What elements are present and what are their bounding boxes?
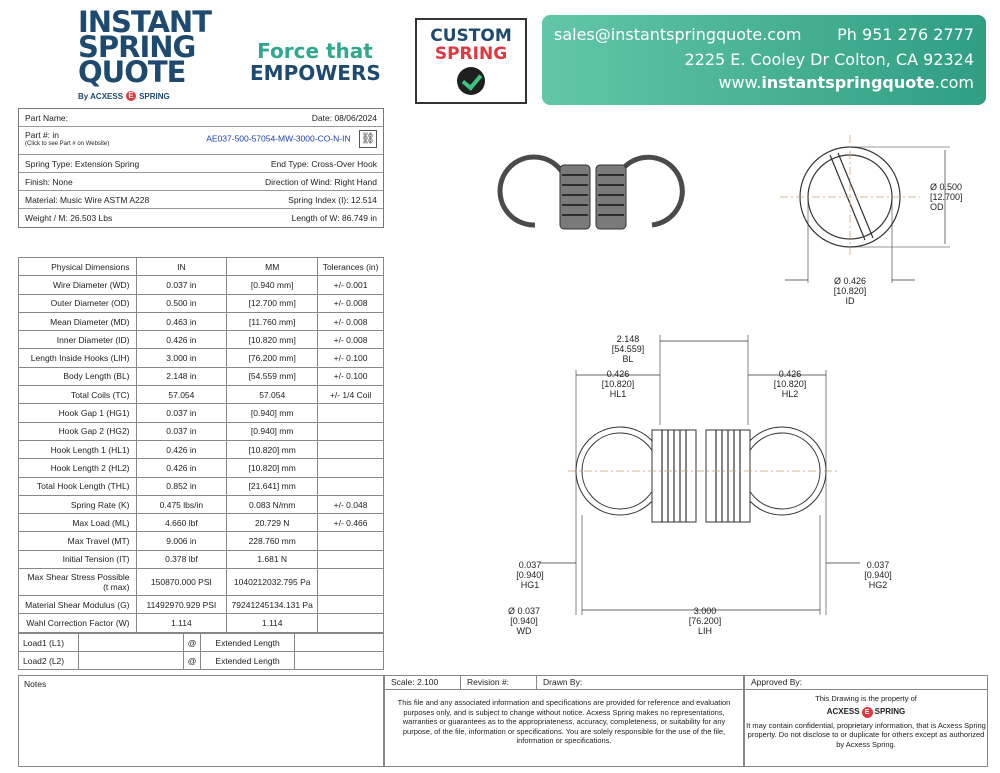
- load-row: [19, 652, 384, 670]
- dimension-value: [12.700 mm]: [227, 294, 318, 312]
- dimension-value: 1.114: [227, 614, 318, 632]
- brand-a: ACXESS: [826, 707, 860, 717]
- approved-by: Approved By:: [745, 676, 987, 690]
- dimension-label: Hook Length 1 (HL1): [19, 440, 137, 458]
- load-extended-length-label: Extended Length: [201, 652, 294, 670]
- logo-line-3: QUOTE: [78, 55, 186, 89]
- approved-box: [744, 675, 988, 767]
- dimension-value: +/- 0.008: [318, 312, 384, 330]
- dimension-value: 9.006 in: [136, 532, 227, 550]
- finish: Finish: None: [25, 176, 73, 187]
- dimension-label: Outer Diameter (OD): [19, 294, 137, 312]
- spring-index: Spring Index (I): 12.514: [288, 194, 377, 205]
- dimension-value: +/- 0.008: [318, 331, 384, 349]
- dimension-label: Max Shear Stress Possible (t max): [19, 569, 137, 596]
- info-row-weight: [19, 209, 383, 227]
- dimension-value: [11.760 mm]: [227, 312, 318, 330]
- dimension-value: 1.681 N: [227, 550, 318, 568]
- table-row: [19, 459, 384, 477]
- dimension-value: [10.820 mm]: [227, 331, 318, 349]
- wd-mm: [0.940]: [510, 616, 538, 626]
- table-row: [19, 550, 384, 568]
- dimension-value: [0.940 mm]: [227, 276, 318, 294]
- dimension-value: 150870.000 PSI: [136, 569, 227, 596]
- dimension-value: 0.852 in: [136, 477, 227, 495]
- dimension-label: Hook Length 2 (HL2): [19, 459, 137, 477]
- physical-dimensions-table: [18, 257, 384, 633]
- dims-header-cell: IN: [136, 258, 227, 276]
- table-row: [19, 404, 384, 422]
- od-label: OD: [930, 202, 944, 212]
- brand-b: SPRING: [874, 707, 906, 717]
- dimension-value: 3.000 in: [136, 349, 227, 367]
- table-row: [19, 495, 384, 513]
- table-row: [19, 367, 384, 385]
- wd-label: WD: [516, 626, 532, 636]
- acxess-spring-logo: [827, 707, 906, 718]
- drawing-info-header: [385, 676, 743, 690]
- dimension-value: [318, 569, 384, 596]
- dimension-label: Length Inside Hooks (LIH): [19, 349, 137, 367]
- dimension-value: [318, 477, 384, 495]
- dimension-value: [21.641] mm: [227, 477, 318, 495]
- hl1-mm: [10.820]: [601, 379, 635, 389]
- bl-in: 2.148: [616, 334, 640, 344]
- table-row: [19, 386, 384, 404]
- dimension-value: 1040212032.795 Pa: [227, 569, 318, 596]
- logo-by-text: By ACXESS: [78, 91, 124, 101]
- bl-label: BL: [622, 354, 634, 364]
- tagline-line-1: Force that: [257, 39, 373, 63]
- spring-end-view: [780, 135, 950, 283]
- table-row: [19, 614, 384, 632]
- part-info-table: [18, 108, 384, 228]
- dimension-value: 0.037 in: [136, 422, 227, 440]
- part-number-link[interactable]: AE037-500-57054-MW-3000-CO-N-IN: [206, 133, 351, 144]
- dimension-value: +/- 0.466: [318, 514, 384, 532]
- loads-table: [18, 633, 384, 670]
- spring-type: Spring Type: Extension Spring: [25, 158, 140, 169]
- wind-direction: Direction of Wind: Right Hand: [265, 176, 377, 187]
- acxess-e-icon: E: [862, 707, 873, 718]
- logo-line-1: INSTANT: [78, 5, 211, 39]
- load-at: @: [183, 652, 201, 670]
- date-value: Date: 08/06/2024: [311, 112, 377, 123]
- id-mm: [10.820]: [833, 286, 867, 296]
- dimension-value: [318, 596, 384, 614]
- end-type: End Type: Cross-Over Hook: [270, 158, 377, 169]
- confidential-text: It may contain confidential, proprietary information, that is Acxess Spring property. Do not disclose to or duplicate for others except as authorized by Acxess Spring.: [746, 720, 986, 749]
- weight: Weight / M: 26.503 Lbs: [25, 213, 113, 223]
- bl-mm: [54.559]: [611, 344, 645, 354]
- material: Material: Music Wire ASTM A228: [25, 194, 150, 205]
- table-row: [19, 532, 384, 550]
- dims-header-cell: Physical Dimensions: [19, 258, 137, 276]
- dimension-label: Hook Gap 1 (HG1): [19, 404, 137, 422]
- dimension-label: Material Shear Modulus (G): [19, 596, 137, 614]
- dimension-value: [318, 440, 384, 458]
- dimension-value: 0.426 in: [136, 331, 227, 349]
- dimension-value: +/- 0.100: [318, 367, 384, 385]
- dimension-label: Wire Diameter (WD): [19, 276, 137, 294]
- badge-line-1: CUSTOM: [430, 26, 512, 46]
- hg2-mm: [0.940]: [864, 570, 892, 580]
- id-in: Ø 0.426: [833, 276, 867, 286]
- load-row: [19, 634, 384, 652]
- dims-header-row: [19, 258, 384, 276]
- table-row: [19, 477, 384, 495]
- hg1-dimension: [500, 560, 560, 590]
- dimension-value: [10.820] mm: [227, 440, 318, 458]
- dimension-value: 79241245134.131 Pa: [227, 596, 318, 614]
- contact-website[interactable]: www.instantspringquote.com: [718, 73, 974, 92]
- lih-mm: [76.200]: [688, 616, 722, 626]
- contact-banner: [542, 15, 986, 105]
- dimension-label: Inner Diameter (ID): [19, 331, 137, 349]
- part-name-label: Part Name:: [25, 112, 68, 123]
- dimension-label: Wahl Correction Factor (W): [19, 614, 137, 632]
- dimension-value: [318, 459, 384, 477]
- info-row-material: [19, 191, 383, 209]
- dimension-value: +/- 0.100: [318, 349, 384, 367]
- spring-3d-render: [500, 157, 682, 229]
- drawn-by: Drawn By:: [543, 677, 583, 687]
- dimension-value: +/- 0.048: [318, 495, 384, 513]
- table-row: [19, 440, 384, 458]
- hl2-label: HL2: [781, 389, 799, 399]
- table-row: [19, 422, 384, 440]
- dimension-value: +/- 1/4 Coil: [318, 386, 384, 404]
- hl2-in: 0.426: [778, 369, 802, 379]
- hg2-label: HG2: [868, 580, 888, 590]
- hl2-mm: [10.820]: [773, 379, 807, 389]
- dimension-value: [10.820] mm: [227, 459, 318, 477]
- logo-byline: [78, 91, 193, 101]
- hg1-mm: [0.940]: [516, 570, 544, 580]
- scale: Scale: 2.100: [385, 676, 461, 689]
- badge-line-2: SPRING: [434, 44, 508, 64]
- logo-line-2: SPRING: [78, 30, 196, 64]
- contact-phone[interactable]: Ph 951 276 2777: [837, 25, 974, 44]
- dimension-value: [318, 614, 384, 632]
- hl1-in: 0.426: [606, 369, 630, 379]
- id-dimension: [820, 276, 880, 306]
- info-row-part-number: [19, 127, 383, 155]
- wd-dimension: [494, 606, 554, 636]
- dimension-label: Mean Diameter (MD): [19, 312, 137, 330]
- dimension-value: [76.200 mm]: [227, 349, 318, 367]
- od-in: Ø 0.500: [930, 182, 963, 192]
- contact-email[interactable]: sales@instantspringquote.com: [554, 25, 802, 44]
- od-dimension: [930, 182, 963, 212]
- dims-header-cell: MM: [227, 258, 318, 276]
- load-extended-length-value[interactable]: [294, 634, 383, 652]
- load-extended-length-label: Extended Length: [201, 634, 294, 652]
- dimension-label: Total Hook Length (THL): [19, 477, 137, 495]
- dimension-value: [318, 550, 384, 568]
- load-label: Load2 (L2): [19, 652, 79, 670]
- logo-by-brand: SPRING: [139, 91, 170, 101]
- revision: Revision #:: [461, 676, 537, 689]
- dimension-value: 228.760 mm: [227, 532, 318, 550]
- dimension-value: [318, 404, 384, 422]
- wd-in: Ø 0.037: [507, 606, 541, 616]
- load-value[interactable]: [78, 652, 183, 670]
- dimension-label: Hook Gap 2 (HG2): [19, 422, 137, 440]
- dimension-value: 1.114: [136, 614, 227, 632]
- dimension-value: [318, 532, 384, 550]
- bl-dimension: [598, 334, 658, 364]
- load-at: @: [183, 634, 201, 652]
- tagline-line-2: EMPOWERS: [250, 61, 381, 85]
- lih-dimension: [675, 606, 735, 636]
- dimension-value: 57.054: [136, 386, 227, 404]
- dimension-value: [0.940] mm: [227, 422, 318, 440]
- dimension-value: 20.729 N: [227, 514, 318, 532]
- dimension-label: Spring Rate (K): [19, 495, 137, 513]
- dimension-label: Max Travel (MT): [19, 532, 137, 550]
- contact-address: 2225 E. Cooley Dr Colton, CA 92324: [684, 50, 974, 69]
- dimension-value: 4.660 lbf: [136, 514, 227, 532]
- dimension-label: Body Length (BL): [19, 367, 137, 385]
- info-row-part-name: [19, 109, 383, 127]
- part-number-label: Part #: in: [25, 130, 60, 140]
- hg1-label: HG1: [520, 580, 540, 590]
- dimension-value: 0.500 in: [136, 294, 227, 312]
- dimension-value: 57.054: [227, 386, 318, 404]
- hl1-label: HL1: [609, 389, 627, 399]
- table-row: [19, 276, 384, 294]
- part-number-link-group: [206, 130, 377, 148]
- custom-spring-badge[interactable]: [415, 18, 527, 104]
- hl2-dimension: [760, 369, 820, 399]
- load-value[interactable]: [78, 634, 183, 652]
- dimension-label: Max Load (ML): [19, 514, 137, 532]
- table-row: [19, 596, 384, 614]
- length-of-wire: Length of W: 86.749 in: [291, 213, 377, 223]
- hg1-in: 0.037: [518, 560, 542, 570]
- table-row: [19, 312, 384, 330]
- id-label: ID: [845, 296, 855, 306]
- table-row: [19, 331, 384, 349]
- lih-in: 3.000: [693, 606, 717, 616]
- checkmark-icon: [457, 67, 485, 95]
- dimension-value: 2.148 in: [136, 367, 227, 385]
- dimension-value: 0.083 N/mm: [227, 495, 318, 513]
- drawing-info-box: [384, 675, 744, 767]
- table-row: [19, 569, 384, 596]
- dimension-value: 0.037 in: [136, 404, 227, 422]
- lih-label: LIH: [697, 626, 712, 636]
- load-extended-length-value[interactable]: [294, 652, 383, 670]
- dimension-value: 0.378 lbf: [136, 550, 227, 568]
- dimension-value: 0.426 in: [136, 459, 227, 477]
- part-number-label-group: [25, 130, 109, 147]
- dims-header-cell: Tolerances (in): [318, 258, 384, 276]
- dimension-value: 11492970.929 PSI: [136, 596, 227, 614]
- hg2-dimension: [848, 560, 908, 590]
- load-label: Load1 (L1): [19, 634, 79, 652]
- info-row-finish: [19, 173, 383, 191]
- acxess-e-icon: E: [126, 91, 136, 101]
- instant-spring-quote-logo[interactable]: [78, 5, 211, 101]
- dimension-value: 0.426 in: [136, 440, 227, 458]
- dimension-value: [0.940] mm: [227, 404, 318, 422]
- hg2-in: 0.037: [866, 560, 890, 570]
- dimension-value: 0.037 in: [136, 276, 227, 294]
- part-number-hint: (Click to see Part # on Website): [25, 141, 110, 147]
- hl1-dimension: [588, 369, 648, 399]
- od-mm: [12.700]: [930, 192, 963, 202]
- tagline: [250, 40, 380, 84]
- dimension-value: 0.475 lbs/in: [136, 495, 227, 513]
- notes-label: Notes: [24, 679, 47, 689]
- link-icon[interactable]: ⛓: [359, 130, 377, 148]
- disclaimer-text: This file and any associated information and specifications are provided for reference and evaluation purposes only, and is subject to change without notice. Acxess Spring makes no representations, warranties or guarantees as to the appropriateness, accuracy, completeness, or suitability for any purpose, of the file, information or specifications. You are solely responsible for the use of the file, information or specifications.: [397, 698, 731, 745]
- dimension-value: 0.463 in: [136, 312, 227, 330]
- dimension-value: [318, 422, 384, 440]
- table-row: [19, 514, 384, 532]
- dimension-value: +/- 0.001: [318, 276, 384, 294]
- dimension-value: [54.559 mm]: [227, 367, 318, 385]
- dimension-label: Total Coils (TC): [19, 386, 137, 404]
- dimension-value: +/- 0.008: [318, 294, 384, 312]
- property-line: This Drawing is the property of: [815, 694, 917, 703]
- info-row-types: [19, 155, 383, 173]
- table-row: [19, 294, 384, 312]
- table-row: [19, 349, 384, 367]
- notes-box: [18, 675, 384, 767]
- dimension-label: Initial Tension (IT): [19, 550, 137, 568]
